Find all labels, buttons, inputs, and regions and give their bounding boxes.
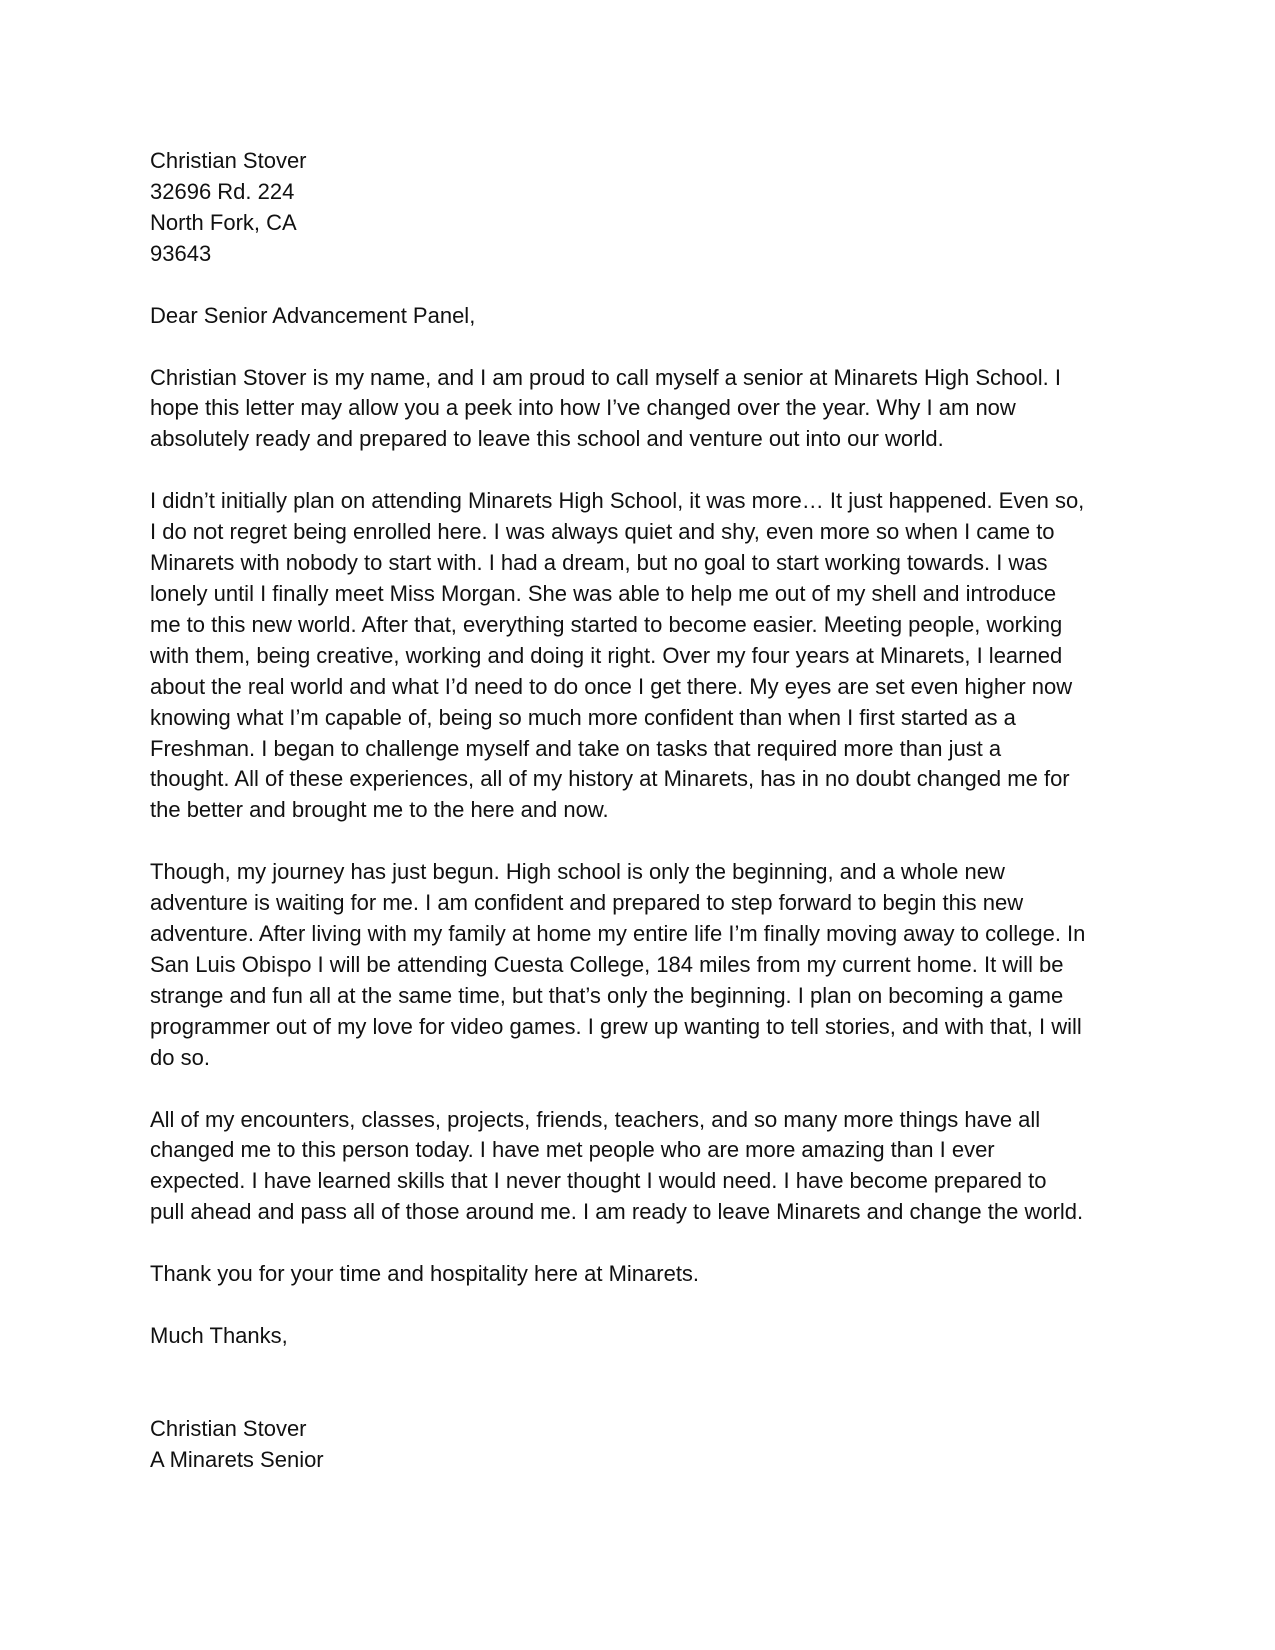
paragraph-intro [150, 363, 1130, 456]
signature-name: Christian Stover [150, 1416, 307, 1441]
paragraph-future [150, 857, 1130, 1073]
salutation: Dear Senior Advancement Panel, [150, 302, 476, 328]
paragraph-line: Minarets with nobody to start with. I had a dream, but no goal to start working towards. I was [150, 550, 1048, 576]
paragraph-line: changed me to this person today. I have met people who are more amazing than I ever [150, 1137, 995, 1163]
paragraph-line: I didn’t initially plan on attending Minarets High School, it was more… It just happened. Even so, [150, 488, 1085, 514]
letter-document [150, 146, 1130, 1476]
closing: Much Thanks, [150, 1323, 288, 1349]
paragraph-thanks [150, 1259, 1130, 1290]
sender-city-state: North Fork, CA [150, 209, 297, 235]
paragraph-line: absolutely ready and prepared to leave this school and venture out into our world. [150, 426, 944, 452]
paragraph-line: thought. All of these experiences, all of my history at Minarets, has in no doubt changed me for [150, 766, 1070, 792]
paragraph-line: pull ahead and pass all of those around me. I am ready to leave Minarets and change the world. [150, 1199, 1084, 1225]
signature-block [150, 1414, 1130, 1476]
sender-zip: 93643 [150, 240, 212, 266]
paragraph-line: All of my encounters, classes, projects, friends, teachers, and so many more things have all [150, 1106, 1041, 1132]
sender-street: 32696 Rd. 224 [150, 178, 295, 204]
signature-title: A Minarets Senior [150, 1446, 324, 1472]
paragraph-summary [150, 1105, 1130, 1229]
paragraph-line: adventure. After living with my family at home my entire life I’m finally moving away to college. In [150, 921, 1086, 947]
paragraph-line: do so. [150, 1044, 210, 1070]
sender-name: Christian Stover [150, 148, 307, 173]
paragraph-line: strange and fun all at the same time, but that’s only the beginning. I plan on becoming a game [150, 982, 1064, 1008]
paragraph-line: programmer out of my love for video games. I grew up wanting to tell stories, and with that, I will [150, 1013, 1082, 1039]
paragraph-line: me to this new world. After that, everything started to become easier. Meeting people, working [150, 611, 1063, 637]
paragraph-line: Christian Stover is my name, and I am proud to call myself a senior at Minarets High School. I [150, 364, 1061, 390]
paragraph-history [150, 486, 1130, 826]
paragraph-line: with them, being creative, working and doing it right. Over my four years at Minarets, I learned [150, 642, 1063, 668]
paragraph-line: Though, my journey has just begun. High school is only the beginning, and a whole new [150, 859, 1005, 885]
paragraph-line: hope this letter may allow you a peek into how I’ve changed over the year. Why I am now [150, 395, 1016, 421]
paragraph-line: adventure is waiting for me. I am confident and prepared to step forward to begin this new [150, 890, 1024, 916]
paragraph-line: the better and brought me to the here and now. [150, 797, 609, 823]
paragraph-line: I do not regret being enrolled here. I was always quiet and shy, even more so when I came to [150, 519, 1055, 545]
sender-address-block [150, 146, 1130, 270]
paragraph-line: Freshman. I began to challenge myself and take on tasks that required more than just a [150, 735, 1002, 761]
paragraph-line: about the real world and what I’d need to do once I get there. My eyes are set even higher now [150, 673, 1073, 699]
paragraph-line: knowing what I’m capable of, being so much more confident than when I first started as a [150, 704, 1016, 730]
paragraph-line: Thank you for your time and hospitality here at Minarets. [150, 1261, 700, 1287]
paragraph-line: San Luis Obispo I will be attending Cuesta College, 184 miles from my current home. It will be [150, 951, 1064, 977]
paragraph-line: lonely until I finally meet Miss Morgan. She was able to help me out of my shell and introduce [150, 580, 1057, 606]
paragraph-line: expected. I have learned skills that I never thought I would need. I have become prepared to [150, 1168, 1047, 1194]
